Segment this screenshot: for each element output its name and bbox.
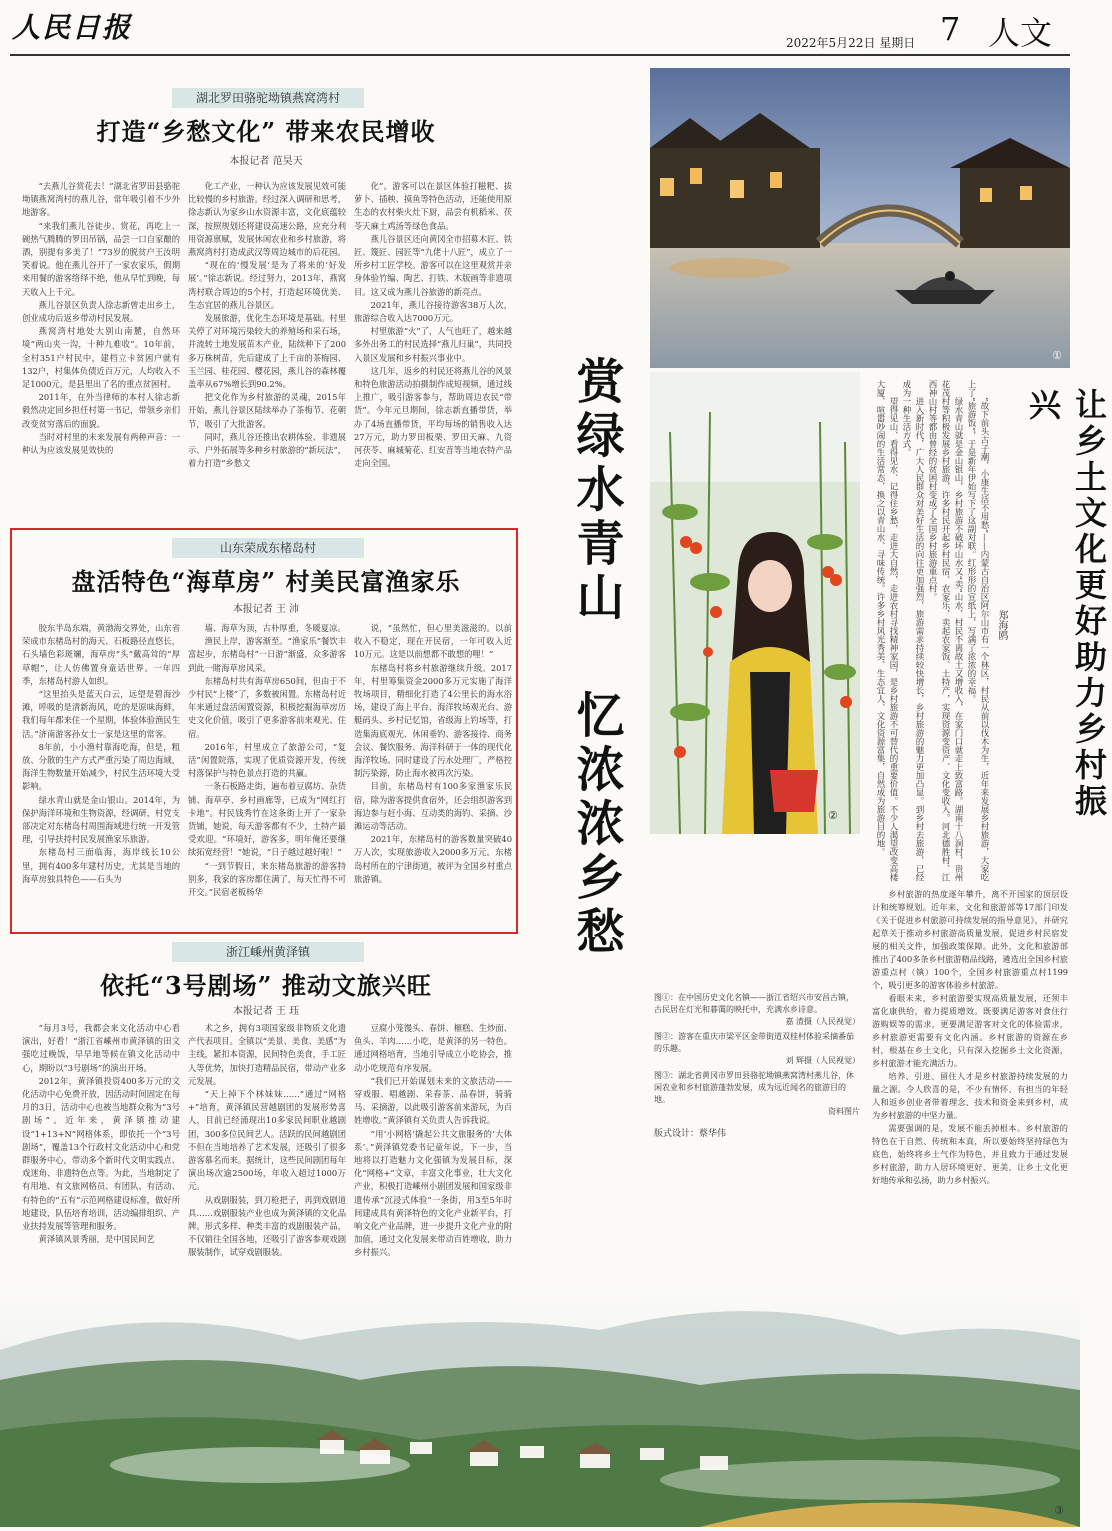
paragraph: 目前，东楮岛村有100多家渔家乐民宿，除为游客提供食宿外，还会组织游客到海边参与赶小海、互动类的海钓、采摘、沙滩运动等活动。 [354, 781, 512, 832]
paragraph: 渔民上岸，游客渐至。“渔家乐”餐饮丰富起步，东楮岛村“一日游”渐盛，众多游客到此一睹海草房风采。 [188, 636, 346, 673]
article3-col1 [22, 1022, 180, 1284]
paragraph: 说，“虽然忙，但心里美滋滋的。以前收入不稳定，现在开民宿，一年可收入近10万元。这是以前想都不敢想的哩！” [354, 623, 512, 660]
article3-byline: 本报记者 王 珏 [232, 1006, 300, 1017]
paragraph: 2016年，村里成立了旅游公司，“复活”闲置院落，实现了优质资源开发，传统村落保护与特色景点打造的共赢。 [188, 741, 346, 779]
paragraph: “这里抬头是蓝天白云，远望是碧海沙滩，呼吸的是清新海风，吃的是原味海鲜，我们每年都来住一个星期，体验体验渔民生活。”济南游客孙女士一家是这里的常客。 [22, 689, 180, 739]
caption-photo1-credit: 嘉 渣摄（人民视觉） [785, 1017, 860, 1026]
masthead-rule [10, 54, 1070, 56]
paragraph: 化”。游客可以在景区体验打糍粑、拔萝卜、插秧、摸鱼等特色活动，还能使用原生态的农村柴火灶下厨，品尝有机稻米、茯苓天麻土鸡汤等绿色食品。 [354, 181, 512, 231]
article1-tag: 湖北罗田骆驼坳镇燕窝湾村 [172, 88, 364, 108]
paragraph: 术之乡，拥有3项国家级非物质文化遗产代表项目。全镇以“美景、美食、美感”为主线，紧扣本资源，民间特色美食，手工匠人等优势，加快打造精品民宿，带动产业多元发展。 [188, 1023, 346, 1086]
article1-col3 [354, 180, 512, 524]
article1-headline: 打造“乡愁文化” 带来农民增收 [96, 117, 436, 146]
paragraph: 村里旅游“火”了，人气也旺了，越来越多外出务工的村民选择“燕儿归巢”，共同投入景区发展和乡村振兴事业中。 [354, 326, 512, 363]
central-title-line1: 赏绿水青山 [568, 356, 624, 626]
commentary-vertical-text [870, 380, 990, 885]
caption-photo1: 图①：在中国历史文化名镇——浙江省绍兴市安昌古镇，古民居在灯光和暮霭的映托中，充满水乡诗意。 [654, 993, 854, 1014]
photo-tomato-picking [650, 372, 860, 834]
caption-photo2: 图②：游客在重庆市梁平区金带街道双桂村体验采摘番茄的乐趣。 [654, 1032, 854, 1053]
article2-col2 [188, 622, 346, 924]
paragraph: 看眼未来，乡村旅游要实现高质量发展，还须丰富化康供给，着力提质增效。既要满足游客对食住行游购娱等的需求，更要满足游客对文化的体验需求，乡村旅游更需要有文化内涵。乡村旅游的资源在乡村，根基在乡土文化，只有深入挖掘乡土文化资源，乡村旅游才能充满活力。 [872, 993, 1068, 1068]
article2-byline: 本报记者 王 沛 [232, 604, 300, 615]
photo-village-panorama [0, 1290, 1080, 1527]
paragraph: “天上掉下个林妹妹……”通过“网格+”培育，黄泽镇民营越剧团的发展形势喜人，目前已经涌现出10多家民间职业越剧团，300多位民间艺人。活跃的民间越剧团不但在当地培养了艺术发展，还吸引了很多游客慕名而来。据统计，这些民间剧团每年演出场次逾2500场，年收入超过1000万元。 [188, 1089, 346, 1192]
paragraph: 化工产业，一种认为应该发展见效可能比较慢的乡村旅游。经过深入调研和思考，徐志新认为家乡山水资源丰富，文化底蕴较深，按照规划还将建设高速公路，应充分利用资源禀赋，发展休闲农业和乡村旅游，将燕窝湾村打造成武汉等周边城市的后花园。 [188, 181, 346, 258]
article3-col3 [354, 1022, 512, 1284]
layout-designer-credit: 版式设计：蔡华伟 [654, 1129, 727, 1139]
article1-byline: 本报记者 范昊天 [229, 156, 303, 167]
photo2-number: ② [828, 809, 838, 822]
page-number: 7 [940, 10, 961, 48]
photo-water-town [650, 68, 1070, 368]
photo3-number: ③ [1054, 1504, 1064, 1517]
article2-col3 [354, 622, 512, 924]
captions-block [654, 992, 860, 1140]
paragraph: 把文化作为乡村旅游的灵魂，2015年开始，燕儿谷景区陆续举办了茶梅节、花朝节，吸引了大批游客。 [188, 392, 346, 429]
paragraph: 东楮岛村三面临海，海岸线长10公里，拥有400多年建村历史，尤其是当地的海草房独具特色——石头为 [22, 847, 180, 884]
paragraph: 豆腐小笼馒头、春饼、榧糕、生炒面、鱼头、羊肉……小吃，是黄泽的另一特色。通过网格培育，当地引导成立小吃协会，推动小吃规范有序发展。 [354, 1023, 512, 1073]
paragraph: “每月3号，我都会来文化活动中心看演出，好看！”浙江省嵊州市黄泽镇的田文强吃过晚饭，早早地等候在镇文化活动中心，期盼以“3号剧场”的演出开场。 [22, 1023, 180, 1073]
paragraph: 2021年，东楮岛村的游客数量突破40万人次，实现旅游收入2000多万元。东楮岛村所在的宁津街道，被评为全国乡村重点旅游镇。 [354, 834, 512, 884]
paragraph: “故下前头古子潮，小康生活不用愁”——内蒙古自治区阿尔山市有一个林区，村民从前以伐木为生，近年来发展乡村旅游，大家吃上了“旅游饭”，于是新年伊始写下了这副对联。红形形的宣纸上，写满了浓浓的幸福。 [966, 380, 989, 882]
paragraph: “用‘小网格’撬起公共文旅服务的‘大体系’。”黄泽镇党委书记童年说，下一步，当地将以打造魅力文化强镇为发展目标，深化“网格+”文章，丰富文化事业，壮大文化产业，积极打造嵊州小剧团发展和国家级非遗传承“沉浸式体验”一条街，用3至5年时间建成具有黄泽特色的文化产业新平台，打响文化产业品牌，进一步提升文化产业的附加值，通过文化发展来带动百姓增收，助力乡村振兴。 [354, 1128, 512, 1258]
paragraph: 当时对村里的未来发展有两种声音：一种认为应该发展见效快的 [22, 431, 180, 456]
paragraph: 胶东半岛东端，黄渤海交界处，山东省荣成市东楮岛村的海天、石板路径直悠长，石头墙色彩斑斓，海草房“头”戴高耸的“厚草帽”，让人仿佛置身童话世界。一年四季，东楮岛村游人如织。 [22, 623, 180, 686]
article2-tag: 山东荣成东楮岛村 [172, 538, 364, 558]
commentary-horizontal-text [872, 888, 1068, 1286]
article3-tag: 浙江嵊州黄泽镇 [172, 942, 364, 962]
paragraph: 进入新时代，广大人民群众对美好生活的向往更加强烈，旅游需求持续较快增长，乡村旅游的魅力更加凸显。到乡村去旅游，已经成为一种生活方式。 [901, 380, 924, 882]
paragraph: 燕儿谷景区负责人徐志新曾走出乡土，创业成功后返乡带动村民发展。 [22, 299, 180, 324]
commentary-title: 让乡土文化更好助力乡村振兴 [1024, 388, 1108, 820]
commentary-author: 郑海鸥 [996, 610, 1007, 640]
caption-photo3-credit: 资料图片 [828, 1107, 860, 1116]
paragraph: 绿水青山就是金山银山。2014年，为保护海洋环境和生物资源，经调研，村党支部决定对东楮岛村周围海域进行统一开发管理，引导扶持村民发展渔家乐旅游。 [22, 794, 180, 845]
paragraph: 东楮岛村将乡村旅游继续升级。2017年，村里筹集资金2000多万元实施了海洋牧场项目，精细化打造了4公里长的海水浴场，建设了海上平台、海洋牧场观光台、游艇码头、乡村记忆馆，省级海上钓场等，打造集海底观光、休闲垂钓、游客接待、商务会议、餐饮服务、海洋科研于一体的现代化海洋牧场。同时建设了污水处理厂，严格控制污染源，防止海水被再次污染。 [354, 662, 512, 779]
article3-headline: 依托“3号剧场” 推动文旅兴旺 [100, 971, 432, 1000]
paragraph: 望得见山、看得见水、记得住乡愁，走进大自然，走进农村寻找精神家园，是乡村旅游不可替代的重要价值。不少人渴望改变高楼大厦、喧嚣吵闹的生活常态，换之以青山水、寻味传统。许多乡村风光秀美、生态宜人、文化资源富集，自然成为旅游目的地。 [875, 380, 898, 882]
paragraph: 8年前，小小渔村靠海吃海，但是，粗放、分散的生产方式严重污染了周边海域，海洋生物数量开始减少，村民生活环境大受影响。 [22, 741, 180, 792]
paragraph: 东楮岛村共有海草房650间，但由于不少村民“上楼”了，多数被闲置。东楮岛村近年来通过盘活闲置资源，积极挖掘海草房历史文化价值，吸引了更多游客前来观光、住宿。 [188, 675, 346, 739]
paragraph: 从戏剧服装，到刀枪把子，再到戏剧道具……戏剧服装产业也成为黄泽镇的文化品牌。形式多样、种类丰富的戏剧服装产品，不仅销往全国各地，还吸引了游客参观戏剧服装制作，试穿戏剧服装。 [188, 1194, 346, 1258]
newspaper-logo: 人民日报 [12, 11, 133, 44]
central-title-line2: 忆浓浓乡愁 [568, 690, 624, 960]
paragraph: 需要强调的是，发展不能丢掉根本。乡村旅游的特色在于自然、传统和本真，所以要始终坚持绿色为底色，始终将乡土气作为特色，并且致力于通过发展乡村旅游，助力人居环境更好、更美，让乡土文化更好地传承和弘扬，助力乡村振兴。 [872, 1123, 1068, 1185]
paragraph: 燕窝湾村地处大别山南麓，自然环境“两山夹一沟，十种九难收”。10年前，全村351户村民中，建档立卡贫困户就有132户，村集体负债近百万元，人均收入不足1000元，是县里出了名的重点贫困村。 [22, 326, 180, 390]
paragraph: “我们已开始谋划未来的文旅活动——穿戏服、唱越剧、采春茶、品春饼，骑骑马、采摘游，以此吸引游客前来游玩，为百姓增收。”黄泽镇有关负责人告诉我说。 [354, 1075, 512, 1126]
paragraph: 燕儿谷景区还向黄冈全市招募木匠、铁匠、篾匠、园匠等“九佬十八匠”，成立了一所乡村工匠学校。游客可以在这里观赏并亲身体验竹编、陶艺、打铁、木版画等非遗项目。这又成为燕儿谷旅游的新亮点。 [354, 233, 512, 297]
article2-headline: 盘活特色“海草房” 村美民富渔家乐 [71, 567, 461, 596]
paragraph: 绿水青山就是金山银山，乡村旅游不破坏山水又“卖”山水，村民不离故土又增收入，在家门口就走上致富路。湖南十八洞村，贵州花茂村等积极发展乡村旅游，许多村民开起乡村民宿、农家乐，卖起农家饭、土特产，实现资源变资产、文化变收入。河北德胜村、江西神山村等都由曾经的贫困村变成了全国乡村旅游重点村。 [927, 380, 963, 882]
paragraph: 这几年，返乡的村民还将燕儿谷的风景和特色旅游活动拍摄制作成短视频，通过线上推广，吸引游客参与，帮助周边农民“带货”。今年元旦期间，徐志新直播带货，举办了4场直播带货，平均每场的销售收入达27万元，助力罗田板栗、罗田天麻、九资河茯苓、麻城菊花、红安苕等当地农特产品走向全国。 [354, 365, 512, 469]
article1-col1 [22, 180, 180, 524]
paragraph: 2021年，燕儿谷接待游客38万人次，旅游综合收入达7000万元。 [354, 299, 512, 324]
paragraph: 培养、引进、留住人才是乡村旅游持续发展的力量之源。令人欣喜的是，不少有情怀、有担当的年轻人和返乡创业者带着理念、技术和资金来到乡村，成为乡村旅游的中坚力量。 [872, 1071, 1068, 1120]
paragraph: 乡村旅游的热度逐年攀升，离不开国家的顶层设计和统筹规划。近年来，文化和旅游部等17部门印发《关于促进乡村旅游可持续发展的指导意见》，并研究起草关于推动乡村旅游高质量发展，促进乡村民宿发展的相关文件，加强政策保障。此外，文化和旅游部推出了400多条乡村旅游精品线路，遴选出全国乡村旅游重点村（镇）100个，全国乡村旅游重点村1199个，吸引更多的游客体验乡村旅游。 [872, 889, 1068, 990]
caption-photo3: 图③：湖北省黄冈市罗田县骆驼坳镇燕窝湾村燕儿谷，休闲农业和乡村旅游蓬勃发展，成为远近闻名的旅游目的地。 [654, 1071, 854, 1104]
article3-col2 [188, 1022, 346, 1284]
paragraph: 2011年，在外当律师的本村人徐志新毅然决定回乡担任村第一书记，带领乡亲们改变贫穷落后的面貌。 [22, 392, 180, 429]
paragraph: “现在的‘慢发展’是为了将来的‘好发展’。”徐志新说。经过努力，2013年，燕窝湾村联合周边的5个村，打造起环境优美、生态宜居的燕儿谷景区。 [188, 260, 346, 310]
issue-date: 2022年5月22日 星期日 [786, 36, 916, 50]
paragraph: 同时，燕儿谷还推出农耕体验、非遗展示、户外拓展等多种乡村旅游的“新玩法”，着力打造“乡愁文 [188, 431, 346, 469]
paragraph: “一到节假日，来东楮岛旅游的游客特别多，我家的客房都住满了，每天忙得不可开交。”民宿老板杨华 [188, 860, 346, 898]
section-name: 人文 [988, 14, 1053, 52]
paragraph: 2012年，黄泽镇投资400多万元的文化活动中心免费开放，因活动时间固定在每月的3日，活动中心也被当地群众称为“3号剧场”。近年来，黄泽镇推动建设“1+13+N”网格体系，即依托一个“3号剧场”，覆盖13个行政村文化活动中心和党群服务中心，带动多个新时代文明实践点、戏迷角、非遗特色点等。为此，当地制定了有用地、有文旅网格员、有团队、有活动、有特色的“五有”示范网格建设标准，做好所地建设，队伍培育培训，活动编排组织、产业扶持发展等管理和服务。 [22, 1075, 180, 1232]
caption-photo2-credit: 刘 辉摄（人民视觉） [785, 1056, 860, 1065]
photo1-number: ① [1052, 349, 1062, 362]
paragraph: 发展旅游，优化生态环境是基础。村里关停了对环境污染较大的养殖场和采石场，并流转土地发展苗木产业，陆续种下了200多万株树苗，先后建成了上千亩的茶梅园、玉兰园、桂花园、樱花园，燕儿谷的森林覆盖率从67%增长到90.2%。 [188, 313, 346, 390]
paragraph: 黄泽镇风景秀丽，是中国民间艺 [38, 1234, 155, 1245]
paragraph: “来我们燕儿谷徒步、赏花，再吃上一碗热气腾腾的罗田吊锅，品尝一口自家酿的酒，别提有多美了！”73岁的脱贫户王汝明笑着说。他在燕儿谷开了一家农家乐，假期来用餐的游客络绎不绝，他从早忙到晚，每天收入上千元。 [22, 220, 180, 297]
paragraph: 一条石板路走街，遍布着豆腐坊、杂货铺、海草亭、乡村画廊等，已成为“网红打卡地”。村民钱秀竹在这条街上开了一家杂货铺，她说，每天游客都有不少，土特产最受欢迎。“环境好，游客多，明年俺还要继续拓宽经营！”她说，“日子越过越好啦！” [188, 781, 346, 858]
paragraph: 墙、海草为顶，古朴厚重，冬暖夏凉。 [204, 623, 346, 633]
paragraph: “去燕儿谷赏花去！”湖北省罗田县骆驼坳镇燕窝湾村的燕儿谷，常年吸引着不少外地游客。 [22, 181, 180, 218]
article1-col2 [188, 180, 346, 524]
article2-col1 [22, 622, 180, 924]
